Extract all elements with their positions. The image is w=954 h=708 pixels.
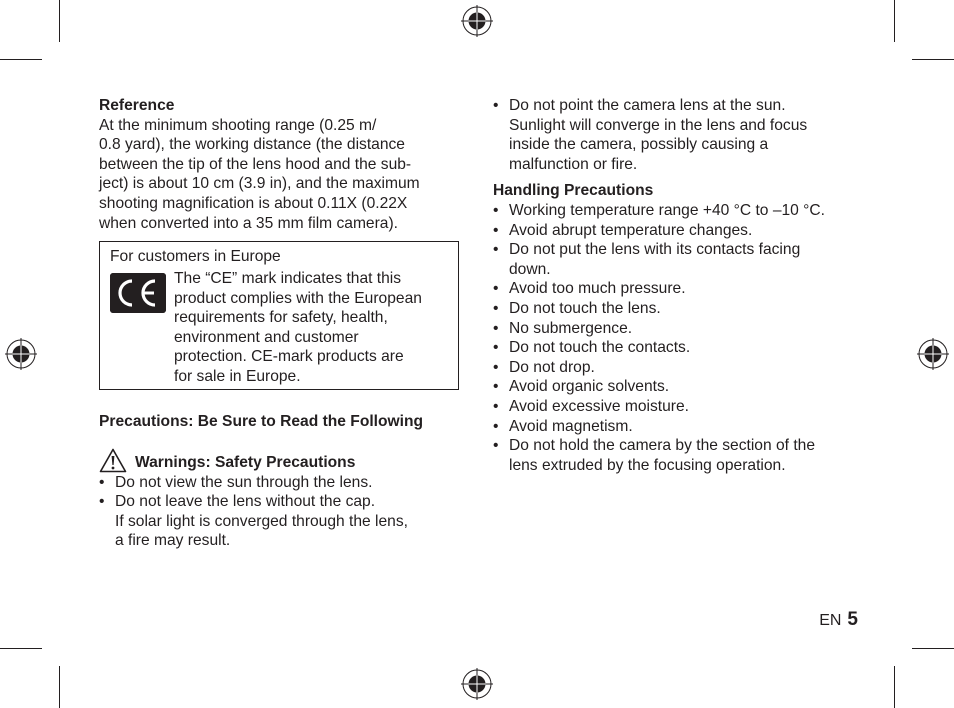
text-line: If solar light is converged through the lens, [115, 512, 408, 530]
list-item [493, 397, 863, 417]
ce-mark-icon [110, 273, 166, 313]
text-line: Do not point the camera lens at the sun. [509, 97, 786, 114]
precautions-heading: Precautions: Be Sure to Read the Following [99, 413, 424, 430]
text-line: for sale in Europe. [174, 367, 301, 385]
crop-mark [0, 648, 42, 649]
text-line: Do not hold the camera by the section of the [509, 437, 815, 455]
text-line: down. [509, 260, 551, 278]
registration-mark-icon [917, 338, 949, 370]
text-line: Avoid magnetism. [509, 417, 633, 435]
text-line: environment and customer [174, 328, 359, 346]
list-item [493, 240, 863, 279]
registration-mark-icon [461, 5, 493, 37]
warnings-heading-row [99, 448, 464, 473]
list-item [493, 299, 863, 319]
list-item [493, 436, 863, 475]
text-line: Sunlight will converge in the lens and focus [509, 116, 808, 134]
text-line: lens extruded by the focusing operation. [509, 456, 786, 474]
text-line: Working temperature range +40 °C to –10 °C. [509, 201, 825, 219]
text-line: Do not put the lens with its contacts facing [509, 241, 801, 259]
precautions-section [99, 412, 464, 551]
text-line: No submergence. [509, 319, 633, 337]
crop-mark [59, 0, 60, 42]
warning-icon [99, 448, 127, 473]
list-item [493, 319, 863, 339]
text-line: Do not touch the contacts. [509, 339, 691, 357]
crop-mark [912, 59, 954, 60]
text-line: a fire may result. [115, 532, 231, 550]
handling-heading: Handling Precautions [493, 182, 654, 200]
text-line: Avoid organic solvents. [509, 378, 670, 396]
registration-mark-icon [461, 668, 493, 700]
text-line: Do not view the sun through the lens. [115, 473, 373, 491]
ce-description [174, 269, 454, 387]
list-item [99, 473, 464, 493]
text-line: At the minimum shooting range (0.25 m/ [99, 116, 377, 134]
reference-paragraph [99, 116, 464, 234]
text-line: Do not drop. [509, 358, 595, 376]
sun-warning-list [493, 96, 863, 174]
list-item [493, 338, 863, 358]
list-item [493, 358, 863, 378]
text-line: ject) is about 10 cm (3.9 in), and the maximum [99, 175, 420, 193]
crop-mark [59, 666, 60, 708]
crop-mark [912, 648, 954, 649]
list-item [99, 492, 464, 551]
list-item [493, 201, 863, 221]
left-column [99, 96, 464, 233]
registration-mark-icon [5, 338, 37, 370]
text-line: between the tip of the lens hood and the sub- [99, 155, 412, 173]
crop-mark [0, 59, 42, 60]
text-line: 0.8 yard), the working distance (the distance [99, 136, 405, 154]
text-line: product complies with the European [174, 289, 422, 307]
text-line: requirements for safety, health, [174, 309, 388, 327]
reference-heading: Reference [99, 97, 175, 114]
text-line: Do not touch the lens. [509, 299, 661, 317]
ce-notice-box [99, 241, 459, 390]
text-line: shooting magnification is about 0.11X (0.22X [99, 194, 408, 212]
text-line: Avoid too much pressure. [509, 280, 686, 298]
right-column [493, 96, 863, 475]
text-line: Do not leave the lens without the cap. [115, 493, 376, 511]
text-line: The “CE” mark indicates that this [174, 270, 402, 287]
crop-mark [894, 666, 895, 708]
ce-box-title: For customers in Europe [110, 248, 281, 265]
crop-mark [894, 0, 895, 42]
text-line: inside the camera, possibly causing a [509, 136, 769, 154]
list-item [493, 96, 863, 174]
text-line: malfunction or fire. [509, 155, 638, 173]
text-line: protection. CE-mark products are [174, 348, 404, 366]
page-number-value: 5 [847, 609, 858, 630]
text-line: Avoid excessive moisture. [509, 397, 689, 415]
list-item [493, 377, 863, 397]
page-number [819, 610, 858, 631]
language-code: EN [819, 612, 842, 629]
list-item [493, 279, 863, 299]
text-line: Avoid abrupt temperature changes. [509, 221, 753, 239]
list-item [493, 417, 863, 437]
list-item [493, 221, 863, 241]
warnings-heading: Warnings: Safety Precautions [135, 454, 356, 471]
text-line: when converted into a 35 mm film camera). [99, 214, 398, 232]
handling-list [493, 201, 863, 475]
warnings-list [99, 473, 464, 551]
